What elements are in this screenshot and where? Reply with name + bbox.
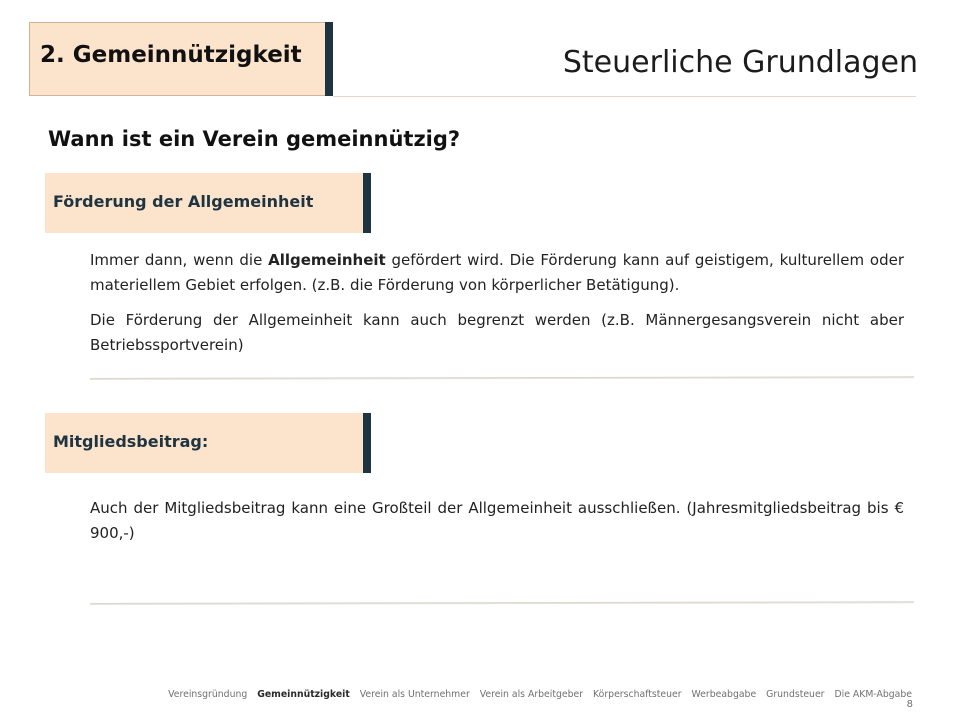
label-box-foerderung	[45, 173, 363, 233]
footer-nav-item-active[interactable]: Gemeinnützigkeit	[257, 689, 350, 700]
section-tag-accent-bar	[325, 22, 333, 96]
footer-nav-item[interactable]: Werbeabgabe	[691, 689, 757, 700]
foerderung-paragraph-2: Die Förderung der Allgemeinheit kann auch begrenzt werden (z.B. Männergesangsverein nicht aber Betriebssportverein)	[90, 311, 904, 354]
question-heading: Wann ist ein Verein gemeinnützig?	[48, 127, 461, 151]
footer-nav-item[interactable]: Vereinsgründung	[168, 689, 248, 700]
mitgliedsbeitrag-paragraph-1: Auch der Mitgliedsbeitrag kann eine Großteil der Allgemeinheit ausschließen. (Jahresmitgliedsbeitrag bis € 900,-)	[90, 499, 904, 542]
footer-nav-item[interactable]: Verein als Unternehmer	[359, 689, 470, 700]
foerderung-text	[90, 248, 904, 358]
section-tag	[29, 22, 326, 96]
label-box-mitgliedsbeitrag	[45, 413, 363, 473]
footer-nav-item[interactable]: Grundsteuer	[766, 689, 825, 700]
divider-line	[90, 601, 914, 605]
footer-nav-item[interactable]: Die AKM-Abgabe	[834, 689, 912, 700]
page-number: 8	[906, 699, 913, 710]
section-tag-label: 2. Gemeinnützigkeit	[40, 42, 302, 68]
mitgliedsbeitrag-text	[90, 496, 904, 546]
footer-navigation	[0, 689, 912, 700]
foerderung-text-emphasis: Allgemeinheit	[268, 251, 386, 269]
foerderung-paragraph-1	[90, 248, 904, 298]
slide-title: Steuerliche Grundlagen	[562, 45, 918, 80]
footer-nav-item[interactable]: Körperschaftsteuer	[593, 689, 682, 700]
label-mitgliedsbeitrag: Mitgliedsbeitrag:	[53, 432, 209, 451]
label-foerderung: Förderung der Allgemeinheit	[53, 192, 314, 211]
label-mitgliedsbeitrag-accent-bar	[363, 413, 371, 473]
footer-nav-item[interactable]: Verein als Arbeitgeber	[479, 689, 584, 700]
header-divider	[333, 96, 916, 97]
foerderung-text-part: gefördert wird. Die Förderung kann auf geistigem, kulturellem oder materiellem Gebiet erfolgen. (z.B. die Förderung von körperlicher Betätigung).	[90, 251, 904, 294]
label-foerderung-accent-bar	[363, 173, 371, 233]
divider-line	[90, 376, 914, 380]
foerderung-text-part: Immer dann, wenn die	[90, 251, 269, 269]
